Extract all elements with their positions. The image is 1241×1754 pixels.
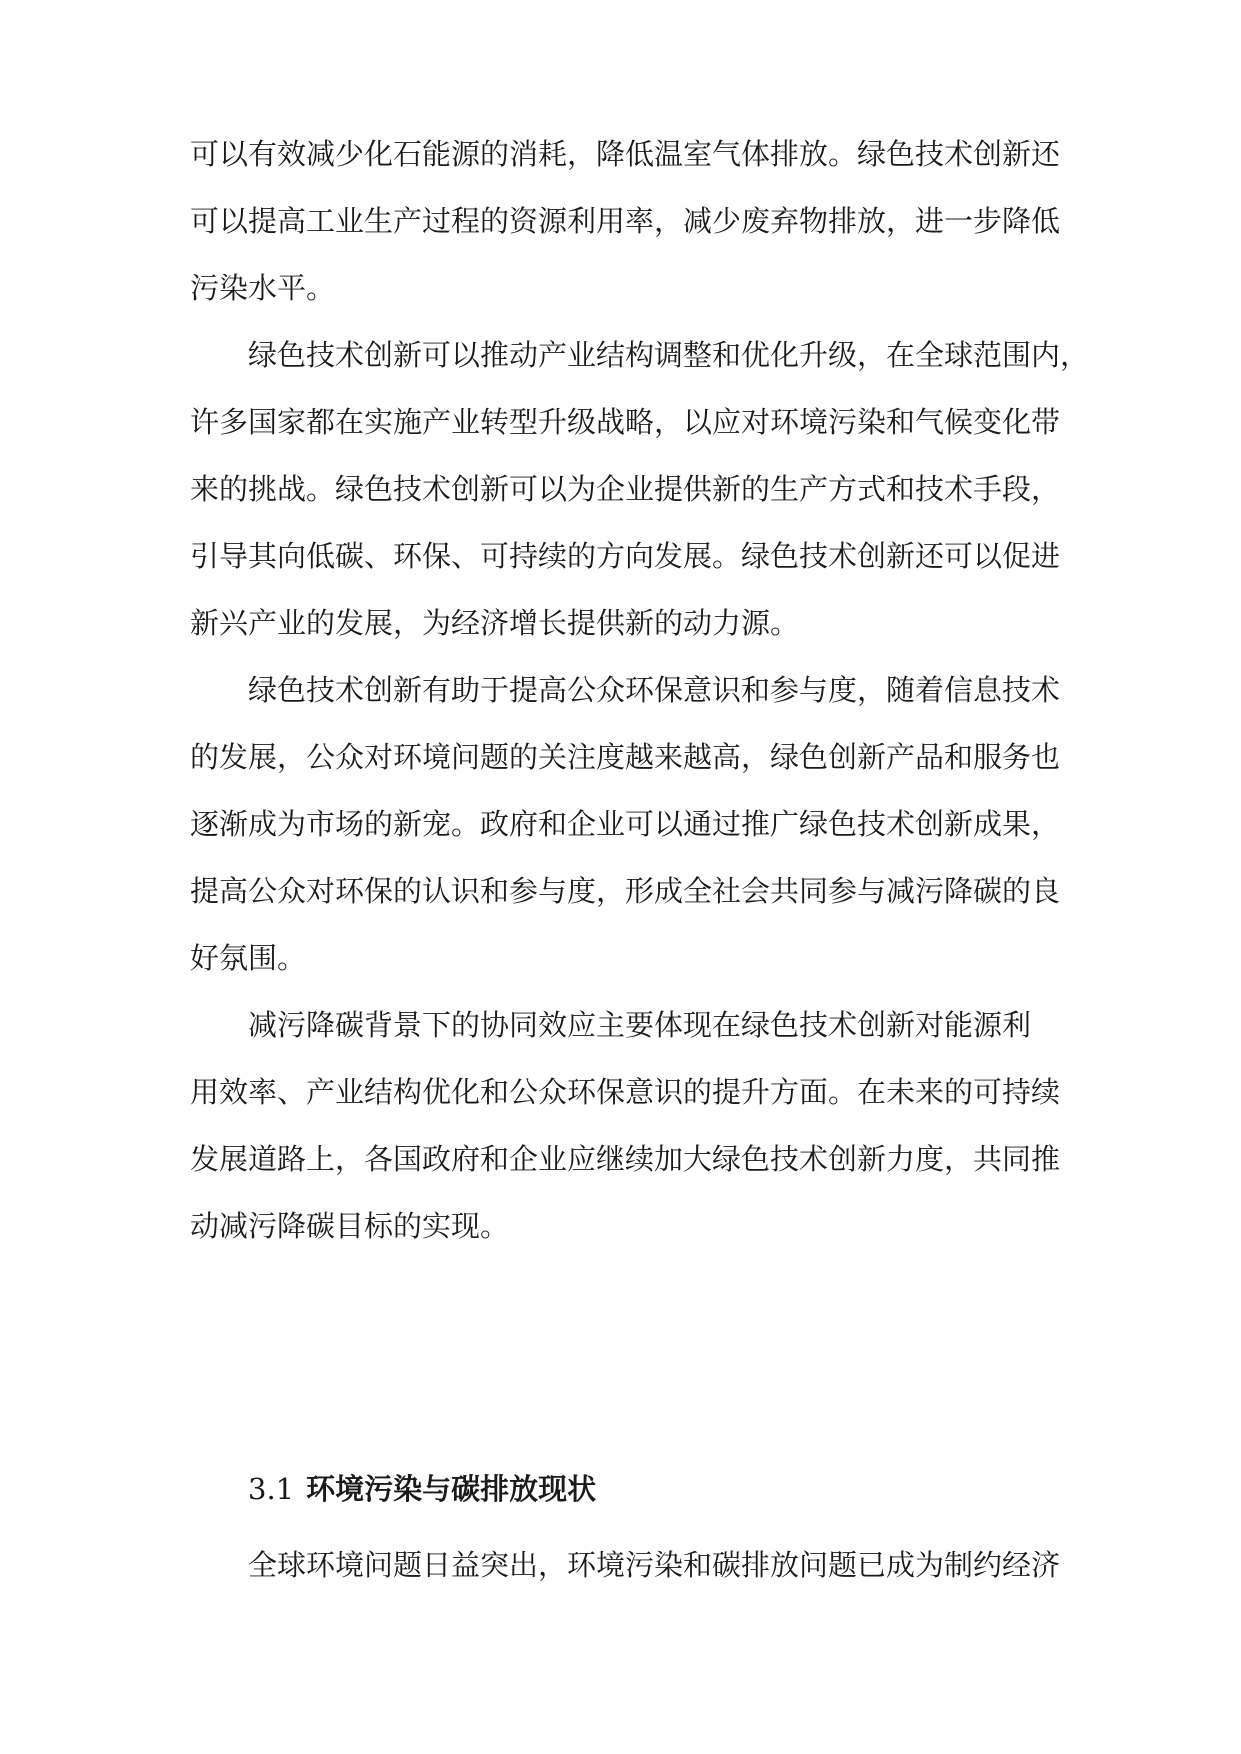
- section-heading: [248, 1469, 596, 1509]
- text-line: 来的挑战。绿色技术创新可以为企业提供新的生产方式和技术手段，: [190, 472, 1061, 506]
- text-line: 新兴产业的发展，为经济增长提供新的动力源。: [190, 606, 800, 640]
- text-line: 的发展，公众对环境问题的关注度越来越高，绿色创新产品和服务也: [190, 740, 1061, 774]
- section-number: 3.1: [248, 1472, 295, 1506]
- text-line: 绿色技术创新可以推动产业结构调整和优化升级，在全球范围内，: [248, 338, 1090, 372]
- text-line: 污染水平。: [190, 271, 336, 305]
- text-line: 可以有效减少化石能源的消耗，降低温室气体排放。绿色技术创新还: [190, 137, 1061, 171]
- text-line: 发展道路上，各国政府和企业应继续加大绿色技术创新力度，共同推: [190, 1142, 1061, 1176]
- text-line: 用效率、产业结构优化和公众环保意识的提升方面。在未来的可持续: [190, 1075, 1061, 1109]
- text-line: 好氛围。: [190, 941, 307, 975]
- section-title: 环境污染与碳排放现状: [306, 1472, 597, 1506]
- text-line: 引导其向低碳、环保、可持续的方向发展。绿色技术创新还可以促进: [190, 539, 1061, 573]
- text-line: 可以提高工业生产过程的资源利用率，减少废弃物排放，进一步降低: [190, 204, 1061, 238]
- text-line: 绿色技术创新有助于提高公众环保意识和参与度，随着信息技术: [248, 673, 1061, 707]
- text-line: 提高公众对环保的认识和参与度，形成全社会共同参与减污降碳的良: [190, 874, 1061, 908]
- text-line: 减污降碳背景下的协同效应主要体现在绿色技术创新对能源利: [248, 1008, 1032, 1042]
- text-line: 动减污降碳目标的实现。: [190, 1209, 510, 1243]
- text-line: 许多国家都在实施产业转型升级战略，以应对环境污染和气候变化带: [190, 405, 1061, 439]
- text-line: 逐渐成为市场的新宠。政府和企业可以通过推广绿色技术创新成果，: [190, 807, 1061, 841]
- text-line: 全球环境问题日益突出，环境污染和碳排放问题已成为制约经济: [248, 1548, 1061, 1582]
